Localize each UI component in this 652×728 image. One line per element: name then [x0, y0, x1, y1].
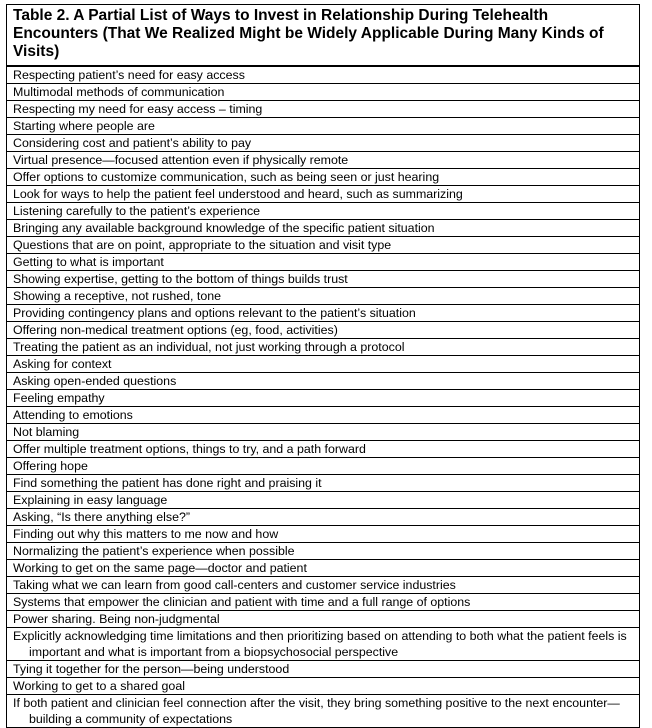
- table-row: Providing contingency plans and options relevant to the patient’s situation: [7, 305, 639, 322]
- table-row: Explicitly acknowledging time limitations and then prioritizing based on attending to both what the patient feels is important and what is important from a biopsychosocial perspective: [7, 628, 639, 661]
- table-row: Systems that empower the clinician and patient with time and a full range of options: [7, 594, 639, 611]
- table-row: Bringing any available background knowledge of the specific patient situation: [7, 220, 639, 237]
- table-row: Offer multiple treatment options, things to try, and a path forward: [7, 441, 639, 458]
- table-row: Normalizing the patient’s experience when possible: [7, 543, 639, 560]
- table-row: Showing a receptive, not rushed, tone: [7, 288, 639, 305]
- table-row: Asking open-ended questions: [7, 373, 639, 390]
- table-row: Find something the patient has done right and praising it: [7, 475, 639, 492]
- table-row: If both patient and clinician feel connection after the visit, they bring something positive to the next encounter—building a community of expectations: [13, 696, 620, 726]
- table-row: Getting to what is important: [7, 254, 639, 271]
- table-row: Considering cost and patient’s ability to pay: [7, 135, 639, 152]
- table-row: Attending to emotions: [7, 407, 639, 424]
- table-row: Showing expertise, getting to the bottom of things builds trust: [7, 271, 639, 288]
- table-row: Multimodal methods of communication: [7, 84, 639, 101]
- table-row: Offering hope: [7, 458, 639, 475]
- table-body: [7, 67, 639, 727]
- table-row: Asking, “Is there anything else?”: [7, 509, 639, 526]
- table-row: Working to get on the same page—doctor and patient: [7, 560, 639, 577]
- table-row: Treating the patient as an individual, not just working through a protocol: [7, 339, 639, 356]
- table-row: Respecting patient’s need for easy access: [7, 67, 639, 84]
- table-row: Virtual presence—focused attention even if physically remote: [7, 152, 639, 169]
- table-row: Starting where people are: [7, 118, 639, 135]
- table-row: Tying it together for the person—being understood: [7, 661, 639, 678]
- table-row: Feeling empathy: [7, 390, 639, 407]
- table-row: Offering non-medical treatment options (eg, food, activities): [7, 322, 639, 339]
- table-row: Listening carefully to the patient’s experience: [7, 203, 639, 220]
- table-row: Working to get to a shared goal: [7, 678, 639, 695]
- table-row: Respecting my need for easy access – timing: [7, 101, 639, 118]
- table-row: Not blaming: [7, 424, 639, 441]
- table-title: Table 2. A Partial List of Ways to Invest in Relationship During Telehealth Encounters (That We Realized Might be Widely Applicable During Many Kinds of Visits): [7, 5, 639, 67]
- table-row: Power sharing. Being non-judgmental: [7, 611, 639, 628]
- table-row: Explaining in easy language: [7, 492, 639, 509]
- table-row: Taking what we can learn from good call-centers and customer service industries: [7, 577, 639, 594]
- table-row: Offer options to customize communication, such as being seen or just hearing: [7, 169, 639, 186]
- table-row: Questions that are on point, appropriate to the situation and visit type: [7, 237, 639, 254]
- table-row: Asking for context: [7, 356, 639, 373]
- relationship-table: [6, 4, 640, 728]
- table-row: Look for ways to help the patient feel understood and heard, such as summarizing: [7, 186, 639, 203]
- table-row: Finding out why this matters to me now and how: [7, 526, 639, 543]
